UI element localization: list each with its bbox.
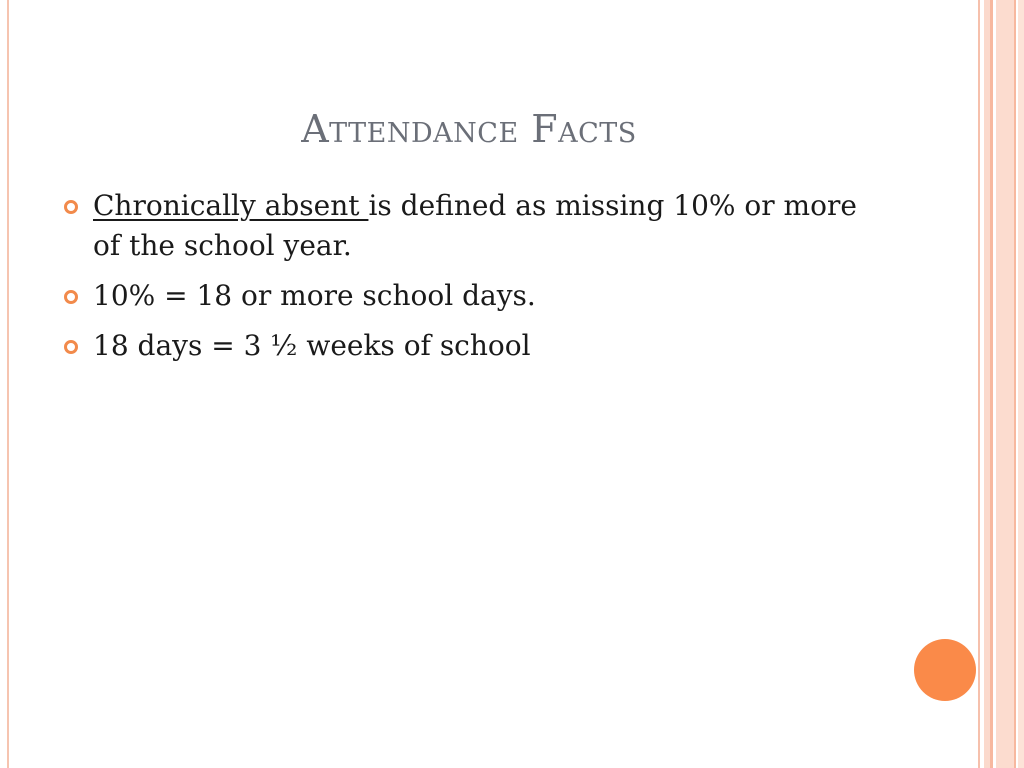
right-decor-stripe: [1014, 0, 1016, 768]
bullet-item: [64, 326, 864, 366]
bullet-text: 18 days = 3 ½ weeks of school: [93, 329, 531, 362]
bullet-circle-icon: [64, 200, 78, 214]
bullet-circle-icon: [64, 290, 78, 304]
bullet-item: [64, 186, 864, 266]
right-decor-stripe: [990, 0, 993, 768]
slide-title: Attendance Facts: [301, 107, 637, 151]
bullet-item: [64, 276, 864, 316]
bullet-text: 10% = 18 or more school days.: [93, 279, 536, 312]
bullet-list: [64, 186, 864, 376]
right-decor-stripe: [1018, 0, 1024, 768]
right-decor-stripe: [978, 0, 980, 768]
bullet-text: is defined as missing 10% or more of the school year.: [93, 189, 857, 262]
bullet-circle-icon: [64, 340, 78, 354]
accent-circle: [914, 639, 976, 701]
right-decor-stripe: [996, 0, 1014, 768]
bullet-term: Chronically absent: [93, 189, 369, 222]
